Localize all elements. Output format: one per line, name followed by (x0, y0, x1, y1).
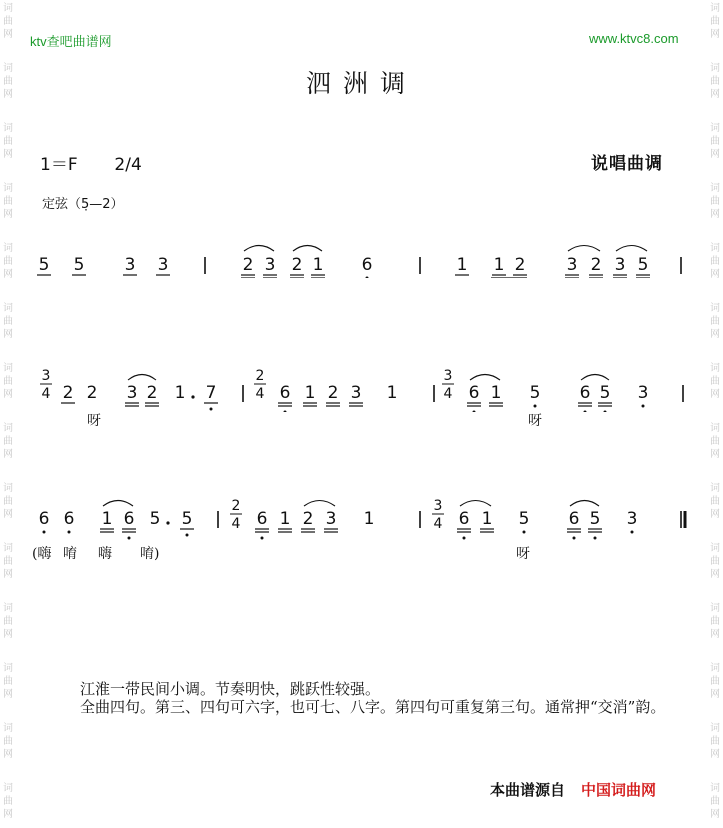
watermark-text: 词 曲 网 (3, 783, 13, 820)
note-digit: 5 (589, 509, 601, 529)
watermark-text: 词 曲 网 (3, 183, 13, 220)
watermark-text: 词 曲 网 (710, 3, 720, 40)
note-digit: 2 (327, 383, 339, 403)
note-digit: 3 (126, 383, 138, 403)
note-digit: 3 (350, 383, 362, 403)
watermark-text: 词 曲 网 (3, 423, 13, 460)
slur-arc (244, 246, 274, 252)
note-digit: 5 (529, 383, 541, 403)
genre-label: 说唱曲调 (591, 154, 663, 174)
slur-arc (570, 501, 599, 507)
site-url-right[interactable]: www.ktvc8.com (589, 31, 679, 46)
note-digit: 5 (181, 509, 193, 529)
note-digit: 2 (590, 255, 602, 275)
lyric-line3-1: (嗨 (32, 546, 52, 562)
note-digit: 1 (493, 255, 505, 275)
note-digit: 5 (38, 255, 50, 275)
song-title: 泗洲调 (305, 69, 417, 98)
watermark-text: 词 曲 网 (710, 363, 720, 400)
note-digit: 3 (637, 383, 649, 403)
note-digit: 6 (38, 509, 50, 529)
note-digit: 3 (325, 509, 337, 529)
low-octave-dot (631, 531, 634, 534)
notes-block (36, 680, 690, 716)
score-line-2-svg (0, 364, 723, 412)
note-digit: 2 (62, 383, 74, 403)
source-credit (490, 779, 656, 800)
lyric-line2-1: 呀 (87, 413, 101, 429)
tuning-note: 定弦（5̣—2） (42, 197, 124, 212)
note-paragraph-2: 全曲四句。第三、四句可六字，也可七、八字。第四句可重复第三句。通常押“交消”韵。 (80, 698, 666, 716)
note-digit: 3 (614, 255, 626, 275)
note-digit: 1 (279, 509, 291, 529)
low-octave-dot (366, 277, 369, 279)
note-digit: 3 (124, 255, 136, 275)
site-name-left[interactable]: ktv查吧曲谱网 (30, 34, 112, 49)
key-signature: 1＝F (40, 155, 78, 175)
watermark-column-left (0, 0, 16, 828)
watermark-text: 词 曲 网 (3, 363, 13, 400)
meter-numerator: 2 (231, 498, 241, 514)
watermark-text: 词 曲 网 (710, 603, 720, 640)
watermark-column-right (707, 0, 723, 828)
watermark-text: 词 曲 网 (710, 183, 720, 220)
note-digit: 5 (518, 509, 530, 529)
meter-denominator: 4 (231, 516, 241, 532)
watermark-text: 词 曲 网 (710, 303, 720, 340)
slur-arc (460, 501, 491, 507)
key-and-meter (40, 150, 142, 175)
score-line-1 (0, 238, 723, 278)
note-digit: 1 (312, 255, 324, 275)
slur-arc (581, 375, 609, 381)
slur-arc (128, 375, 156, 381)
meter-denominator: 4 (443, 386, 453, 402)
note-digit: 5 (599, 383, 611, 403)
watermark-text: 词 曲 网 (3, 243, 13, 280)
watermark-text: 词 曲 网 (710, 423, 720, 460)
note-digit: 1 (101, 509, 113, 529)
score-line-3-svg (0, 494, 723, 542)
low-octave-dot (604, 411, 607, 413)
note-digit: 2 (86, 383, 98, 403)
meter-numerator: 3 (443, 368, 453, 384)
lyric-line3-5: 呀 (516, 546, 530, 562)
note-digit: 6 (256, 509, 268, 529)
meter-numerator: 3 (433, 498, 443, 514)
low-octave-dot (523, 531, 526, 534)
watermark-text: 词 曲 网 (3, 123, 13, 160)
watermark-text: 词 曲 网 (710, 543, 720, 580)
source-site-link[interactable]: 中国词曲网 (581, 781, 657, 799)
low-octave-dot (284, 411, 287, 413)
low-octave-dot (43, 531, 46, 534)
note-paragraph-1: 江淮一带民间小调。节奏明快，跳跃性较强。 (80, 680, 381, 698)
note-digit: 5 (637, 255, 649, 275)
note-digit: 6 (468, 383, 480, 403)
low-octave-dot (463, 537, 466, 540)
note-digit: 1 (481, 509, 493, 529)
low-octave-dot (261, 537, 264, 540)
lyric-line3-3: 嗨 (98, 546, 112, 562)
note-digit: 2 (242, 255, 254, 275)
low-octave-dot (128, 537, 131, 540)
meter-numerator: 2 (255, 368, 265, 384)
watermark-text: 词 曲 网 (710, 723, 720, 760)
note-digit: 3 (626, 509, 638, 529)
watermark-text: 词 曲 网 (3, 723, 13, 760)
slur-arc (103, 501, 133, 507)
low-octave-dot (68, 531, 71, 534)
low-octave-dot (473, 411, 476, 413)
watermark-text: 词 曲 网 (710, 123, 720, 160)
low-octave-dot (584, 411, 587, 413)
slur-arc (470, 375, 500, 381)
slur-arc (568, 246, 600, 252)
slur-arc (293, 246, 322, 252)
low-octave-dot (594, 537, 597, 540)
note-digit: 7 (205, 383, 217, 403)
meter-denominator: 4 (255, 386, 265, 402)
note-digit: 6 (568, 509, 580, 529)
low-octave-dot (210, 408, 213, 411)
low-octave-dot (573, 537, 576, 540)
source-label: 本曲谱源自 (490, 781, 566, 799)
watermark-text: 词 曲 网 (710, 483, 720, 520)
note-digit: 6 (579, 383, 591, 403)
watermark-text: 词 曲 网 (3, 3, 13, 40)
note-digit: 1 (490, 383, 502, 403)
note-digit: 6 (458, 509, 470, 529)
score-line-1-svg (0, 238, 723, 278)
dot-extension (166, 521, 169, 524)
note-digit: 1 (174, 383, 186, 403)
lyric-line3-4: 唷) (140, 546, 160, 562)
lyric-line3-2: 唷 (63, 546, 77, 562)
note-digit: 5 (149, 509, 161, 529)
note-digit: 3 (566, 255, 578, 275)
low-octave-dot (186, 534, 189, 537)
note-digit: 6 (361, 255, 373, 275)
note-digit: 2 (302, 509, 314, 529)
note-digit: 2 (514, 255, 526, 275)
watermark-text: 词 曲 网 (710, 63, 720, 100)
watermark-text: 词 曲 网 (3, 663, 13, 700)
watermark-text: 词 曲 网 (3, 483, 13, 520)
low-octave-dot (642, 405, 645, 408)
note-digit: 6 (279, 383, 291, 403)
note-digit: 1 (363, 509, 375, 529)
watermark-text: 词 曲 网 (3, 543, 13, 580)
lyric-line2-2: 呀 (528, 413, 542, 429)
note-digit: 1 (386, 383, 398, 403)
meter-denominator: 4 (41, 386, 51, 402)
note-digit: 1 (304, 383, 316, 403)
note-digit: 3 (264, 255, 276, 275)
note-digit: 5 (73, 255, 85, 275)
score-line-2 (0, 364, 723, 412)
note-digit: 1 (456, 255, 468, 275)
watermark-text: 词 曲 网 (3, 603, 13, 640)
score-line-3 (0, 494, 723, 542)
note-digit: 6 (63, 509, 75, 529)
meter-denominator: 4 (433, 516, 443, 532)
dot-extension (191, 395, 194, 398)
slur-arc (304, 501, 335, 507)
note-digit: 2 (146, 383, 158, 403)
watermark-text: 词 曲 网 (710, 243, 720, 280)
time-signature: 2/4 (114, 155, 142, 175)
slur-arc (616, 246, 647, 252)
meter-numerator: 3 (41, 368, 51, 384)
note-digit: 2 (291, 255, 303, 275)
watermark-text: 词 曲 网 (3, 63, 13, 100)
watermark-text: 词 曲 网 (3, 303, 13, 340)
watermark-text: 词 曲 网 (710, 663, 720, 700)
note-digit: 3 (157, 255, 169, 275)
note-digit: 6 (123, 509, 135, 529)
low-octave-dot (534, 405, 537, 408)
watermark-text: 词 曲 网 (710, 783, 720, 820)
